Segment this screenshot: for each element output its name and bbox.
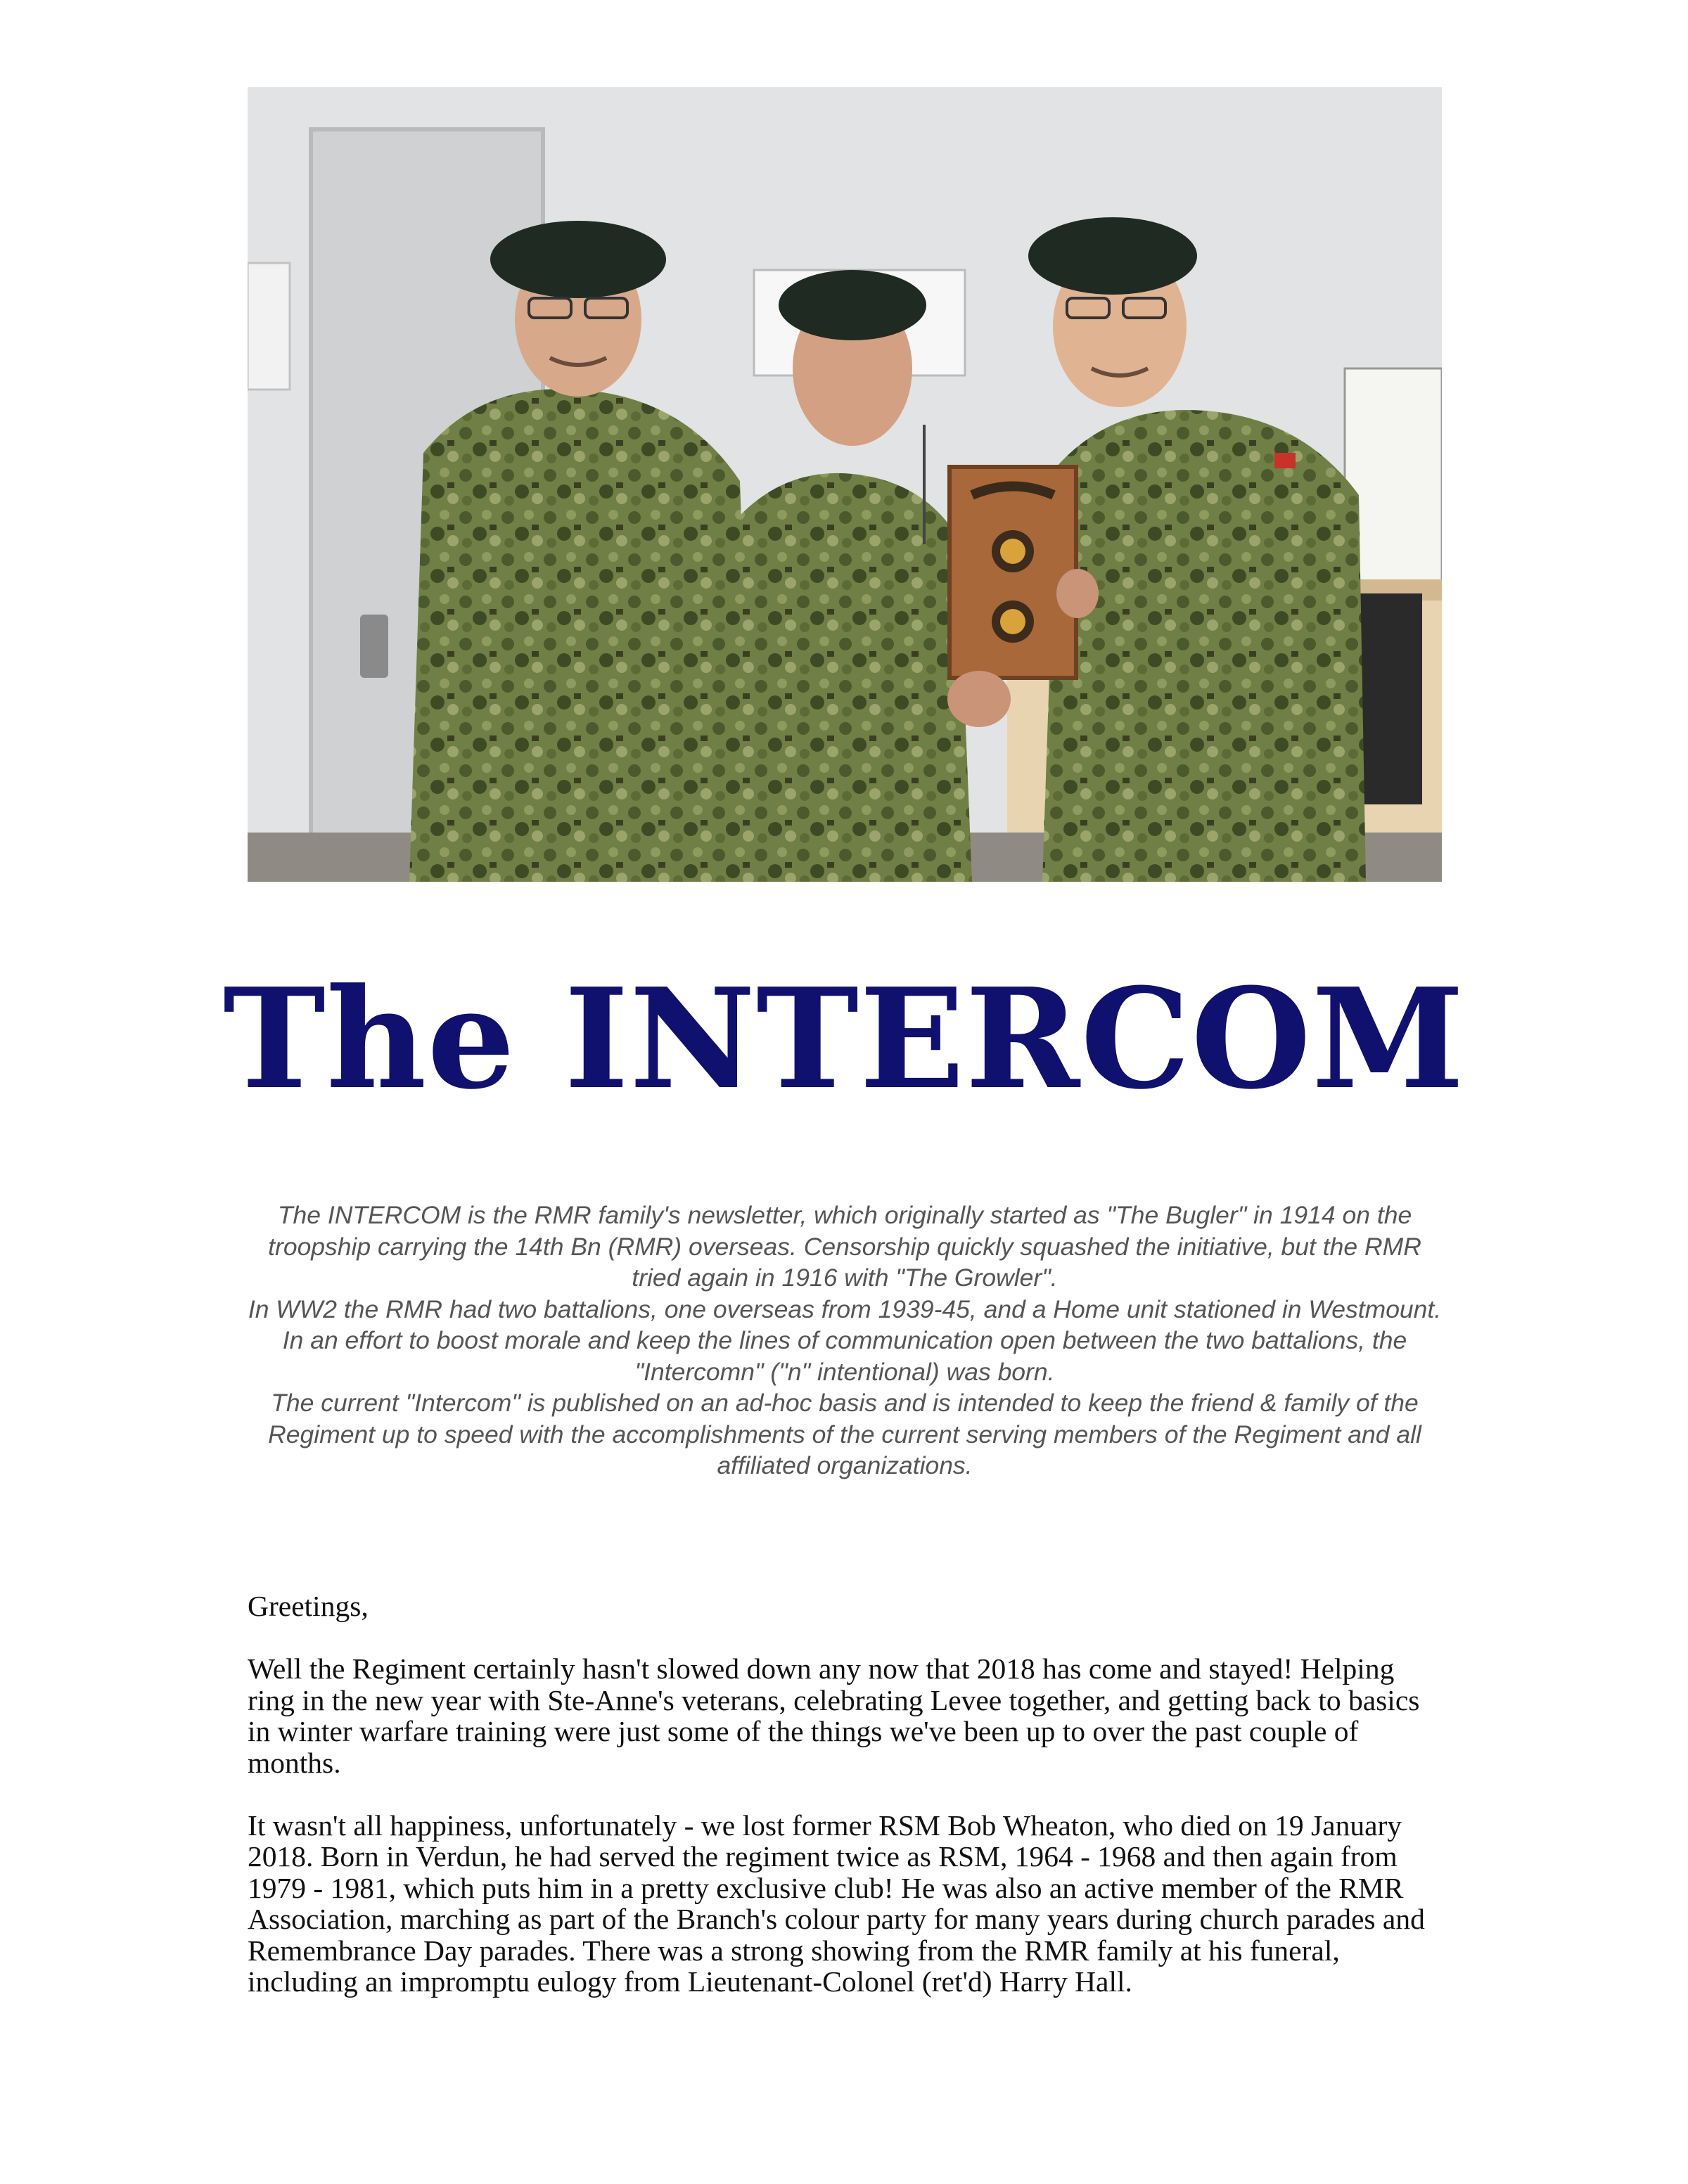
editor-letter: [248, 1591, 1443, 2029]
intro-paragraph: The INTERCOM is the RMR family's newsletter, which originally started as "The Bugler" in 1914 on the troopship carrying the 14th Bn (RMR) overseas. Censorship quickly squashed the initiative, but the RMR tried again in 1916 with "The Growler".: [268, 1201, 1421, 1292]
letter-greeting: Greetings,: [248, 1590, 369, 1622]
letter-paragraph: It wasn't all happiness, unfortunately - we lost former RSM Bob Wheaton, who died on 19 January 2018. Born in Verdun, he had served the regiment twice as RSM, 1964 - 1968 and then again from 1979 - 1981, which puts him in a pretty exclusive club! He was also an active member of the RMR Association, marching as part of the Branch's colour party for many years during church parades and Remembrance Day parades. There was a strong showing from the RMR family at his funeral, including an impromptu eulogy from Lieutenant-Colonel (ret'd) Harry Hall.: [248, 1809, 1425, 1998]
photo-plaque: [950, 467, 1076, 678]
intro-paragraph: The current "Intercom" is published on an ad-hoc basis and is intended to keep the friend & family of the Regiment up to speed with the accomplishments of the current serving members of the Regiment and all affiliated organizations.: [268, 1389, 1421, 1479]
letter-paragraph: Well the Regiment certainly hasn't slowed down any now that 2018 has come and stayed! Helping ring in the new year with Ste-Anne's veterans, celebrating Levee together, and getting back to basics in winter warfare training were just some of the things we've been up to over the past couple of months.: [248, 1652, 1420, 1779]
intro-paragraph: In WW2 the RMR had two battalions, one overseas from 1939-45, and a Home unit stationed in Westmount. In an effort to boost morale and keep the lines of communication open between the two battalions, the "Intercomn" ("n" intentional) was born.: [248, 1295, 1442, 1386]
cover-photo: [248, 87, 1442, 882]
newsletter-introduction: [248, 1200, 1442, 1482]
newsletter-title: The INTERCOM: [223, 958, 1465, 1120]
